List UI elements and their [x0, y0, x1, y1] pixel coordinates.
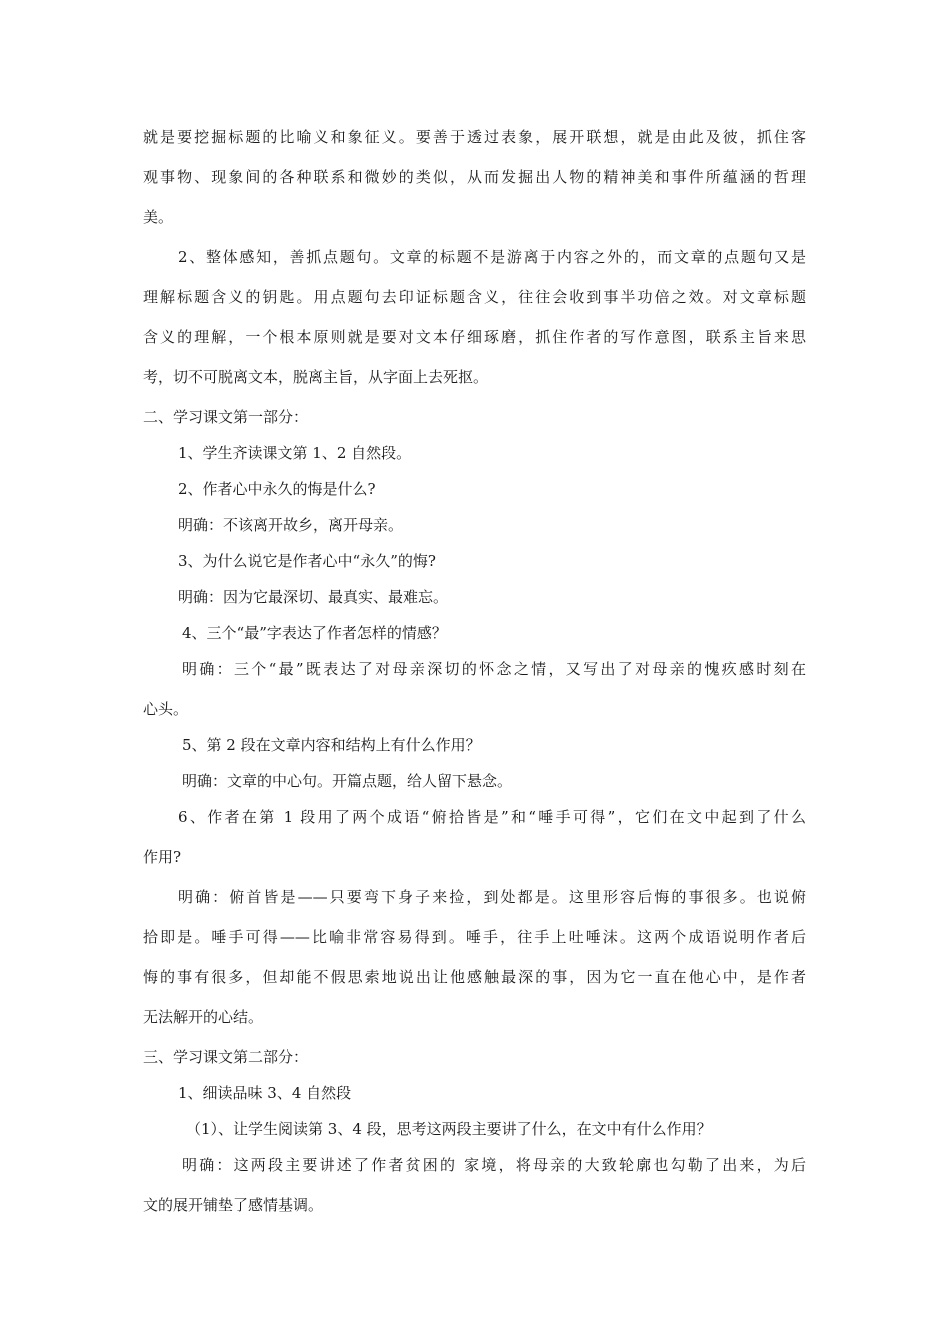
- answer: 明确：不该离开故乡，离开母亲。: [178, 516, 404, 534]
- text-line: 美。: [143, 208, 174, 226]
- text-line: 考，切不可脱离文本，脱离主旨，从字面上去死抠。: [143, 368, 489, 386]
- text-line: 悔的事有很多，但却能不假思索地说出让他感触最深的事，因为它一直在他心中，是作者: [143, 968, 806, 986]
- text-line: 理解标题含义的钥匙。用点题句去印证标题含义，往往会收到事半功倍之效。对文章标题: [143, 288, 806, 306]
- text-line: 拾即是。唾手可得——比喻非常容易得到。唾手，往手上吐唾沫。这两个成语说明作者后: [143, 928, 806, 946]
- answer: 明确：这两段主要讲述了作者贫困的 家境，将母亲的大致轮廓也勾勒了出来，为后: [182, 1156, 806, 1174]
- question: （1）、让学生阅读第 3、4 段，思考这两段主要讲了什么，在文中有什么作用？: [186, 1120, 712, 1138]
- question: 4、三个“最”字表达了作者怎样的情感？: [182, 624, 447, 642]
- section-heading: 三、学习课文第二部分：: [143, 1048, 309, 1066]
- list-item: 1、学生齐读课文第 1、2 自然段。: [178, 444, 412, 462]
- text-line: 无法解开的心结。: [143, 1008, 264, 1026]
- answer: 明确：文章的中心句。开篇点题，给人留下悬念。: [182, 772, 513, 790]
- text-line: 作用?: [143, 848, 182, 866]
- list-item: 1、细读品味 3、4 自然段: [178, 1084, 352, 1102]
- question: 6、作者在第 1 段用了两个成语“俯拾皆是”和“唾手可得”，它们在文中起到了什么: [178, 808, 806, 826]
- text-line: 含义的理解，一个根本原则就是要对文本仔细琢磨，抓住作者的写作意图，联系主旨来思: [143, 328, 806, 346]
- text-line: 就是要挖掘标题的比喻义和象征义。要善于透过表象，展开联想，就是由此及彼，抓住客: [143, 128, 806, 146]
- text-line: 文的展开铺垫了感情基调。: [143, 1196, 324, 1214]
- answer: 明确：俯首皆是——只要弯下身子来捡，到处都是。这里形容后悔的事很多。也说俯: [178, 888, 806, 906]
- text-line: 2、整体感知，善抓点题句。文章的标题不是游离于内容之外的，而文章的点题句又是: [178, 248, 806, 266]
- question: 2、作者心中永久的悔是什么?: [178, 480, 376, 498]
- text-line: 观事物、现象间的各种联系和微妙的类似，从而发掘出人物的精神美和事件所蕴涵的哲理: [143, 168, 806, 186]
- text-line: 心头。: [143, 700, 189, 718]
- question: 5、第 2 段在文章内容和结构上有什么作用？: [182, 736, 481, 754]
- answer: 明确：三个“最”既表达了对母亲深切的怀念之情，又写出了对母亲的愧疚感时刻在: [182, 660, 806, 678]
- section-heading: 二、学习课文第一部分：: [143, 408, 309, 426]
- answer: 明确：因为它最深切、最真实、最难忘。: [178, 588, 449, 606]
- question: 3、为什么说它是作者心中“永久”的悔?: [178, 552, 436, 570]
